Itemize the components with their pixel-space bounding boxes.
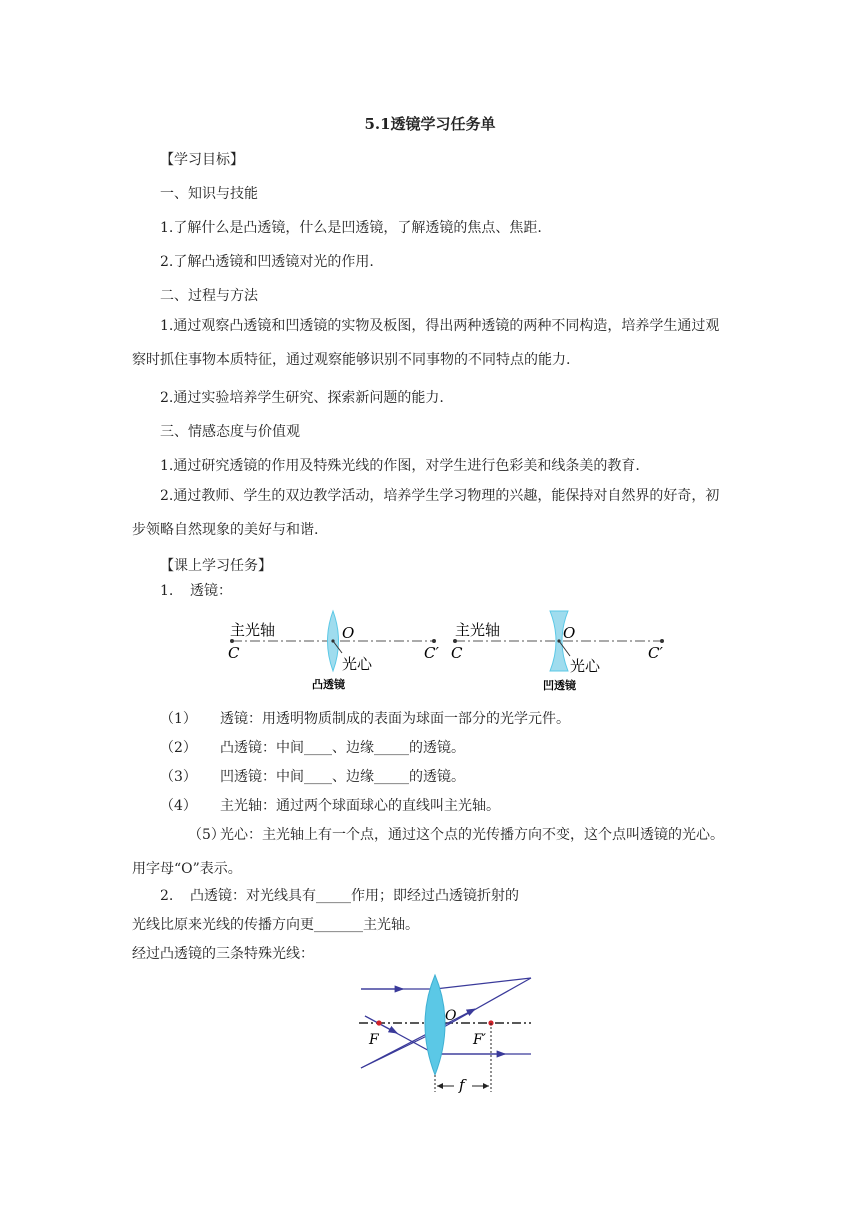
convex-caption: 凸透镜 — [312, 678, 345, 691]
attitude-item-1: 1.通过研究透镜的作用及特殊光线的作图，对学生进行色彩美和线条美的教育. — [160, 458, 640, 474]
objectives-heading: 【学习目标】 — [160, 152, 244, 168]
convex-lens-shape-2 — [425, 975, 445, 1075]
item-4-text: 主光轴：通过两个球面球心的直线叫主光轴。 — [220, 798, 500, 814]
convex-special-rays-diagram — [355, 972, 540, 1098]
knowledge-item-1: 1.了解什么是凸透镜，什么是凹透镜，了解透镜的焦点、焦距. — [160, 220, 542, 236]
task-1-item-4 — [160, 796, 500, 816]
task-2-line-2: 光线比原来光线的传播方向更_______主光轴。 — [132, 917, 419, 933]
lens-types-diagram — [220, 608, 680, 698]
convex-axis-label: 主光轴 — [230, 621, 276, 639]
convex-o-label: O — [342, 624, 355, 642]
task-1-label: 透镜： — [190, 583, 232, 599]
attitude-item-2: 2.通过教师、学生的双边教学活动，培养学生学习物理的兴趣，能保持对自然界的好奇，初步领略自然现象的美好与和谐. — [132, 488, 720, 538]
f-label: F — [369, 1032, 379, 1048]
task-2-line-1 — [160, 886, 519, 906]
tasks-heading: 【课上学习任务】 — [160, 558, 272, 574]
convex-heart-label: 光心 — [342, 655, 373, 673]
focus-point-left — [376, 1020, 381, 1025]
process-item-1: 1.通过观察凸透镜和凹透镜的实物及板图，得出两种透镜的两种不同构造，培养学生通过观察时抓住事物本质特征，通过观察能够识别不同事物的不同特点的能力. — [132, 318, 720, 368]
task-2-line-3: 经过凸透镜的三条特殊光线： — [132, 946, 314, 962]
section-attitude-title: 三、情感态度与价值观 — [160, 424, 300, 440]
task-1-item-2 — [160, 738, 465, 758]
item-3-number: （3） — [160, 769, 197, 785]
concave-heart-label: 光心 — [570, 657, 601, 675]
concave-center-right-dot — [660, 639, 664, 643]
concave-lens-figure — [451, 611, 664, 692]
item-2-number: （2） — [160, 740, 197, 756]
task-1-item-5 — [132, 818, 732, 886]
concave-center-left-dot — [453, 639, 457, 643]
focal-arrowhead-left — [437, 1083, 443, 1089]
knowledge-item-2: 2.了解凸透镜和凹透镜对光的作用. — [160, 254, 374, 270]
task-1-number: 1. — [160, 583, 174, 599]
page-title: 5.1透镜学习任务单 — [364, 115, 496, 133]
item-1-number: （1） — [160, 711, 197, 727]
task-1-heading — [160, 581, 232, 601]
task-1-item-3 — [160, 767, 465, 787]
task-2-number: 2. — [160, 888, 174, 904]
f-prime-label: F′ — [473, 1032, 486, 1048]
section-knowledge-title: 一、知识与技能 — [160, 186, 258, 202]
item-5-number: （5） — [188, 827, 225, 843]
item-4-number: （4） — [160, 798, 197, 814]
item-2-text: 凸透镜：中间____、边缘_____的透镜。 — [220, 740, 465, 756]
convex-lens-figure — [228, 611, 439, 691]
convex-center-right-dot — [432, 639, 436, 643]
focal-arrowhead-right — [483, 1083, 489, 1089]
item-3-text: 凹透镜：中间____、边缘_____的透镜。 — [220, 769, 465, 785]
concave-axis-label: 主光轴 — [455, 621, 501, 639]
item-1-text: 透镜：用透明物质制成的表面为球面一部分的光学元件。 — [220, 711, 570, 727]
convex-c-label: C — [228, 644, 240, 662]
section-process-title: 二、过程与方法 — [160, 288, 258, 304]
ray-parallel-in — [361, 978, 531, 989]
focal-length-label: f — [459, 1076, 465, 1094]
o-label: O — [445, 1008, 457, 1024]
concave-c2-label: C′ — [648, 644, 663, 662]
convex-c2-label: C′ — [424, 644, 439, 662]
process-item-2: 2.通过实验培养学生研究、探索新问题的能力. — [160, 390, 444, 406]
item-5-text: 光心：主光轴上有一个点，通过这个点的光传播方向不变，这个点叫透镜的光心。用字母“O”表示。 — [132, 827, 724, 877]
task-2-text: 凸透镜：对光线具有_____作用；即经过凸透镜折射的 — [190, 888, 519, 904]
task-1-item-1 — [160, 709, 570, 729]
convex-center-left-dot — [230, 639, 234, 643]
concave-caption: 凹透镜 — [543, 679, 576, 692]
concave-c-label: C — [451, 644, 463, 662]
concave-o-label: O — [563, 624, 576, 642]
